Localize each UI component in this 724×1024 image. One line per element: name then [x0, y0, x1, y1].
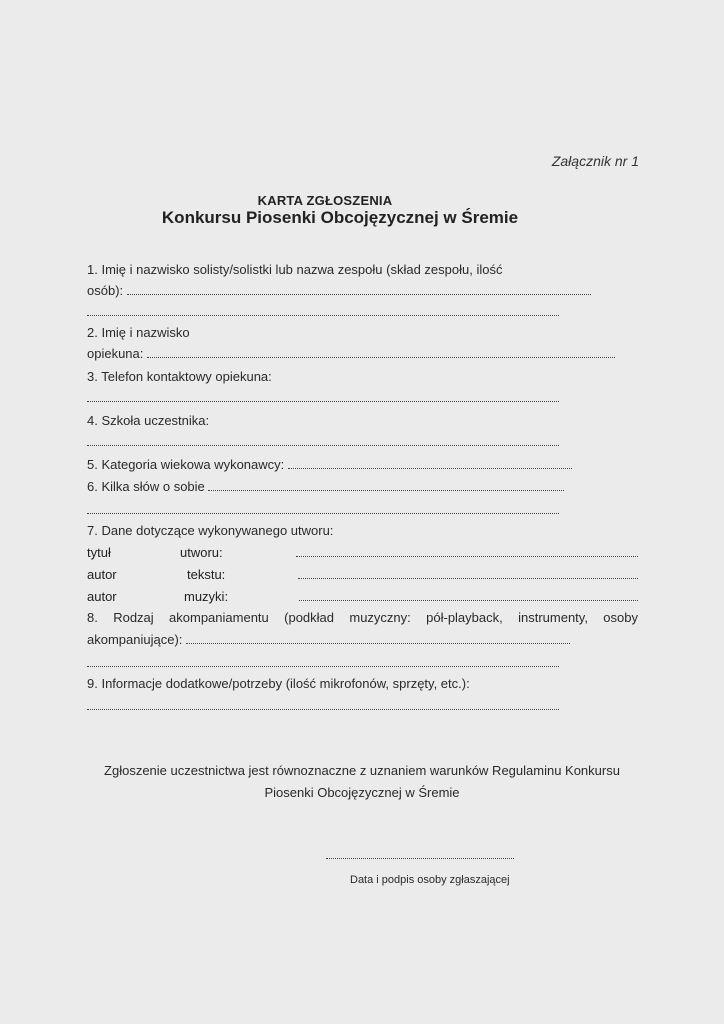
accompaniment-input-line-2[interactable] — [87, 656, 559, 667]
about-input-line-2[interactable] — [87, 503, 559, 514]
field-9-row — [87, 698, 559, 714]
field-1-row-2 — [87, 304, 559, 320]
about-input-line[interactable] — [208, 480, 564, 491]
field-6-label: 6. Kilka słów o sobie — [87, 479, 205, 494]
field-8-row — [87, 632, 570, 648]
field-8-label-cont: akompaniujące): — [87, 632, 183, 647]
field-5-row — [87, 457, 572, 473]
field-8-label: 8. Rodzaj akompaniamentu (podkład muzyczny: pół-playback, instrumenty, osoby — [87, 610, 638, 625]
field-1-row — [87, 283, 591, 299]
music-author-input-line[interactable] — [299, 590, 638, 601]
school-input-line[interactable] — [87, 435, 559, 446]
field-2-label: 2. Imię i nazwisko — [87, 325, 190, 340]
guardian-name-input-line[interactable] — [147, 347, 615, 358]
field-2-row — [87, 346, 615, 362]
music-author-label-a: autor — [87, 589, 117, 604]
field-4-row — [87, 434, 559, 450]
signature-label: Data i podpis osoby zgłaszającej — [350, 874, 510, 886]
field-5-label: 5. Kategoria wiekowa wykonawcy: — [87, 457, 285, 472]
lyrics-author-label-b: tekstu: — [187, 567, 226, 582]
music-author-label-b: muzyki: — [184, 589, 229, 604]
annex-label: Załącznik nr 1 — [551, 153, 639, 169]
field-4-label: 4. Szkoła uczestnika: — [87, 413, 210, 428]
field-8-row-2 — [87, 655, 559, 671]
accompaniment-input-line[interactable] — [186, 633, 570, 644]
lyrics-author-input-line[interactable] — [298, 568, 638, 579]
field-6-row — [87, 479, 564, 495]
field-7-label: 7. Dane dotyczące wykonywanego utworu: — [87, 523, 334, 538]
form-title: KARTA ZGŁOSZENIA — [257, 193, 393, 208]
song-title-label-a: tytuł — [87, 545, 111, 560]
guardian-phone-input-line[interactable] — [87, 391, 559, 402]
consent-statement — [0, 760, 724, 804]
song-title-input-line[interactable] — [296, 546, 638, 557]
consent-line-2: Piosenki Obcojęzycznej w Śremie — [264, 785, 460, 800]
field-6-row-2 — [87, 502, 559, 518]
song-title-label-b: utworu: — [180, 545, 223, 560]
lyrics-author-label-a: autor — [87, 567, 117, 582]
field-2-label-cont: opiekuna: — [87, 346, 144, 361]
age-category-input-line[interactable] — [288, 458, 572, 469]
field-1-label-cont: osób): — [87, 283, 124, 298]
form-subtitle: Konkursu Piosenki Obcojęzycznej w Śremie — [161, 208, 519, 227]
name-input-line[interactable] — [127, 284, 591, 295]
field-9-label: 9. Informacje dodatkowe/potrzeby (ilość mikrofonów, sprzęty, etc.): — [87, 676, 470, 691]
name-input-line-2[interactable] — [87, 305, 559, 316]
consent-line-1: Zgłoszenie uczestnictwa jest równoznaczne z uznaniem warunków Regulaminu Konkursu — [104, 763, 620, 778]
field-3-label: 3. Telefon kontaktowy opiekuna: — [87, 369, 272, 384]
field-3-row — [87, 390, 559, 406]
field-1-label: 1. Imię i nazwisko solisty/solistki lub nazwa zespołu (skład zespołu, ilość — [87, 262, 503, 277]
additional-info-input-line[interactable] — [87, 699, 559, 710]
signature-input-line[interactable] — [326, 848, 514, 859]
